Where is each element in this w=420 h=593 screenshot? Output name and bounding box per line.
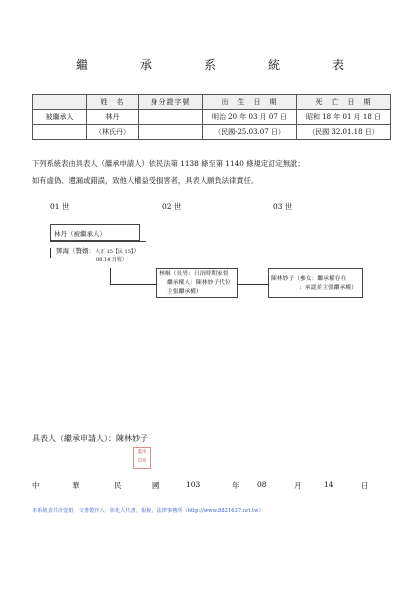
spouse-note-death: 08.14 日歿）: [96, 257, 127, 263]
death-roc-cell: （民國 32.01.18 日）: [297, 125, 391, 140]
generation-label-01: 01 世: [50, 202, 70, 211]
applicant-line: 具表人（繼承申請人）：陳林妙子: [32, 434, 148, 443]
child-box: [156, 268, 238, 298]
date-year: 103: [186, 480, 201, 489]
id-cell: [139, 110, 203, 125]
date-char-guo: 國: [152, 481, 160, 490]
name-alt-cell: （林氏丹）: [87, 125, 139, 140]
death-cell: 昭和 18 年 01 月 18 日: [297, 110, 391, 125]
connector-to-child: [110, 284, 156, 285]
grandchild-text-2: ：承認並主張繼承權）: [299, 285, 357, 291]
birth-cell: 明治 20 年 03 月 07 日: [203, 110, 297, 125]
generation-label-02: 02 世: [162, 202, 182, 211]
birth-roc-cell: （民國-25.03.07 日）: [203, 125, 297, 140]
decedent-info-table: [32, 94, 391, 140]
document-title: 繼 承 系 統 表: [75, 58, 364, 72]
connector-to-grandchild: [238, 284, 268, 285]
role-cell: [33, 125, 87, 140]
header-cell-birth: 出 生 日 期: [203, 95, 297, 110]
date-year-unit: 年: [232, 481, 240, 490]
decedent-box: [50, 224, 140, 241]
header-cell-death: 死 亡 日 期: [297, 95, 391, 110]
spouse-name: 鄧海（贅婿：: [56, 247, 95, 255]
seal-placeholder: [133, 447, 151, 469]
date-month-unit: 月: [294, 481, 302, 490]
date-char-min: 民: [114, 481, 122, 490]
table-row: [33, 125, 391, 140]
date-day-unit: 日: [361, 481, 369, 490]
spouse-close: ）: [133, 247, 140, 255]
statement-line-1: 下列系統表由具表人（繼承申請人）依民法第 1138 條至第 1140 條規定訂定無訛；: [32, 159, 305, 168]
seal-text-2: 印章: [137, 459, 147, 464]
grandchild-box: [268, 268, 363, 298]
role-cell: 被繼承人: [33, 110, 87, 125]
date-day: 14: [324, 480, 334, 489]
date-month: 08: [257, 480, 267, 489]
seal-text-1: 蓋用: [137, 450, 147, 455]
table-row: [33, 110, 391, 125]
spouse-top-border: [50, 241, 146, 242]
spouse-note: 大正 15【民 15】: [95, 249, 134, 255]
generation-label-03: 03 世: [273, 202, 293, 211]
child-text-1: 林桐（長男：日治時期家督: [159, 271, 229, 277]
child-text-3: 主張繼承權）: [167, 289, 202, 295]
date-char-hua: 華: [72, 481, 80, 490]
grandchild-text-1: 陳林妙子（參女：繼承權存在: [271, 276, 347, 282]
id-cell: [139, 125, 203, 140]
connector-vertical: [110, 268, 111, 284]
spouse-block: [50, 241, 146, 269]
header-cell-name: 姓 名: [87, 95, 139, 110]
footer-credit: 本系統表共計壹紙 文書製作人：彰化人代書，報稅、法律事務所（http://www.8821637.url.tw）: [32, 508, 264, 514]
spouse-line: [56, 246, 140, 255]
header-cell-id: 身分證字號: [139, 95, 203, 110]
decedent-name: 林丹（被繼承人）: [54, 230, 106, 238]
child-text-2: 繼承權人：陳林妙子代位: [167, 280, 231, 286]
date-char-zhong: 中: [32, 481, 40, 490]
header-cell-blank: [33, 95, 87, 110]
statement-line-2: 如有虛偽、遺漏或錯誤，致他人權益受損害者，具表人願負法律責任。: [32, 176, 259, 185]
name-cell: 林丹: [87, 110, 139, 125]
table-header-row: [33, 95, 391, 110]
